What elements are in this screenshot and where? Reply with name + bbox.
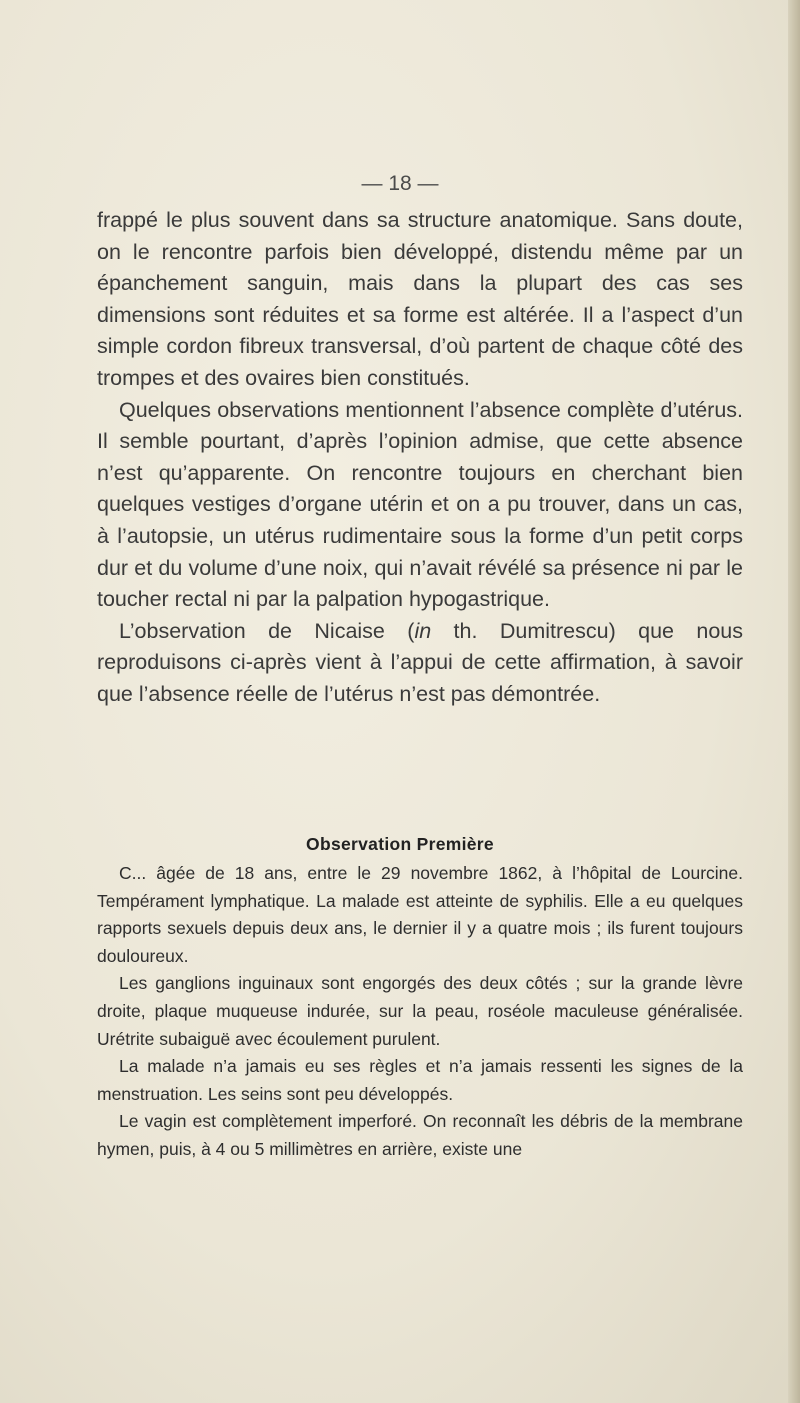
page-number: — 18 —: [361, 172, 439, 195]
paragraph-3-italic: in: [414, 618, 432, 643]
observation-paragraph-3: La malade n’a jamais eu ses règles et n’a jamais ressenti les signes de la menstruation. Les seins sont peu développés.: [97, 1056, 743, 1104]
paragraph-1: frappé le plus souvent dans sa structure anatomique. Sans doute, on le rencontre parfois bien développé, distendu même par un épanchement sanguin, mais dans la plupart des cas ses dimensions sont réduites et sa forme est altérée. Il a l’aspect d’un simple cordon fibreux transversal, d’où partent de chaque côté des trompes et des ovaires bien constitués.: [97, 208, 743, 390]
paragraph-3-before: L’observation de Nicaise (: [119, 618, 415, 643]
observation-text: [97, 860, 743, 1164]
observation-paragraph-1: C... âgée de 18 ans, entre le 29 novembre 1862, à l’hôpital de Lourcine. Tempérament lymphatique. La malade est atteinte de syphilis. Elle a eu quelques rapports sexuels depuis deux ans, le dernier il y a quatre mois ; ils furent toujours douloureux.: [97, 863, 743, 966]
paragraph-3: [97, 616, 743, 711]
observation-paragraph-4: Le vagin est complètement imperforé. On reconnaît les débris de la membrane hymen, puis, à 4 ou 5 millimètres en arrière, existe une: [97, 1111, 743, 1159]
observation-paragraph-2: Les ganglions inguinaux sont engorgés des deux côtés ; sur la grande lèvre droite, plaque muqueuse indurée, sur la peau, roséole maculeuse généralisée. Urétrite subaiguë avec écoulement purulent.: [97, 973, 743, 1049]
main-text: [97, 205, 743, 711]
paragraph-2: Quelques observations mentionnent l’absence complète d’utérus. Il semble pourtant, d’après l’opinion admise, que cette absence n’est qu’apparente. On rencontre toujours en cherchant bien quelques vestiges d’organe utérin et on a pu trouver, dans un cas, à l’autopsie, un utérus rudimentaire sous la forme d’un petit corps dur et du volume d’une noix, qui n’avait révélé sa présence ni par le toucher rectal ni par la palpation hypogastrique.: [97, 397, 743, 612]
paragraph-3-after: th. Dumitrescu) que nous reproduisons ci-après vient à l’appui de cette affirmation, à savoir que l’absence réelle de l’utérus n’est pas démontrée.: [97, 618, 743, 706]
page-edge: [788, 0, 800, 1403]
section-heading: Observation Première: [306, 834, 494, 854]
